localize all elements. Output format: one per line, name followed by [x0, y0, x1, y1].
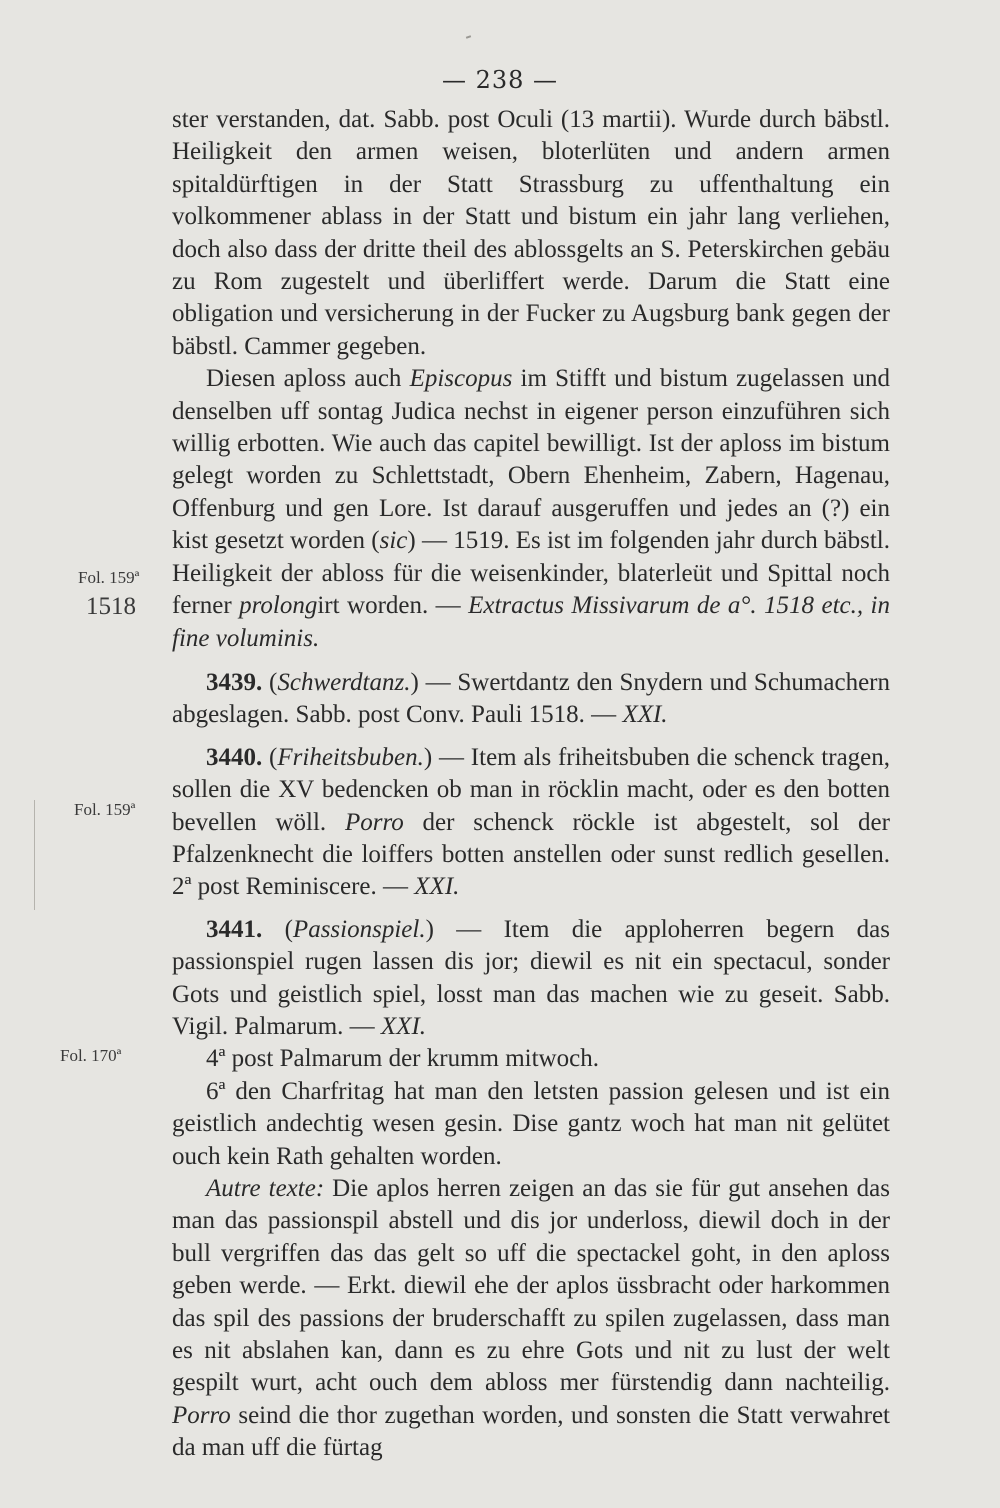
- entry-3439: 3439. (Schwerdtanz.) — Swertdantz den Snydern und Schumachern abgeslagen. Sabb. post Conv. Pauli 1518. — XXI.: [172, 668, 890, 729]
- autre-texte-label: Autre texte:: [206, 1175, 325, 1202]
- entry-3441: 3441. (Passionspiel.) — Item die apploherren begern das passionspiel rugen lassen dis jor; diewil es nit ein spectacul, sonder Gots und geistlich spiel, losst man das machen wie zu geseit. Sabb. Vigil. Palmarum. — XXI.: [172, 915, 890, 1040]
- margin-folio-3: Fol. 170ª: [60, 1046, 122, 1065]
- entry-number: 3440.: [206, 743, 263, 771]
- paper-speck: [466, 35, 471, 39]
- margin-year: 1518: [86, 593, 136, 620]
- entry-number: 3441.: [206, 915, 263, 943]
- entry-title: Schwerdtanz.: [277, 668, 411, 696]
- margin-folio-1: Fol. 159ª: [78, 568, 140, 587]
- page-number: — 238 —: [441, 66, 559, 94]
- entry-title: Passionspiel.: [292, 915, 426, 943]
- margin-rule: [34, 800, 35, 910]
- source-citation: Extractus Missivarum de a°. 1518 etc., in fine voluminis.: [172, 592, 891, 652]
- paragraph-6a: 6ª den Charfritag hat man den letsten passion gelesen und ist ein geistlich andechtig wesen gesin. Dise gantz woch hat man nit gelütet ouch kein Rath gehalten worden.: [172, 1077, 890, 1170]
- paragraph-4a: 4ª post Palmarum der krumm mitwoch.: [206, 1045, 599, 1073]
- margin-folio-2: Fol. 159ª: [74, 800, 136, 819]
- entry-reference: XXI.: [622, 701, 668, 729]
- entry-reference: XXI.: [414, 873, 460, 901]
- entry-3440: 3440. (Friheitsbuben.) — Item als friheitsbuben die schenck tragen, sollen die XV bedencken ob man in röcklin macht, oder es den botten bevellen wöll. Porro der schenck röckle ist abgestelt, sol der Pfalzenknecht die loiffers botten anstellen oder sunst redlich gesellen. 2ª post Reminiscere. — XXI.: [172, 743, 891, 901]
- paragraph-episcopus: Diesen aploss auch Episcopus im Stifft und bistum zugelassen und denselben uff sontag Judica nechst in eigener person einzuführen sich willig erbotten. Wie auch das capitel bewilligt. Ist der aploss im bistum gelegt worden zu Schlettstadt, Obern Ehenheim, Zabern, Hagenau, Offenburg und gen Lore. Ist darauf ausgeruffen und jedes an (?) ein kist gesetzt worden (sic) — 1519. Es ist im folgenden jahr durch bäbstl. Heiligkeit der abloss für die weisenkinder, blaterleüt und Spittal noch ferner prolongirt worden. — Extractus Missivarum de a°. 1518 etc., in fine voluminis.: [172, 365, 891, 652]
- paragraph-autre-texte: Autre texte: Die aplos herren zeigen an das sie für gut ansehen das man das passionspil abstell und dis jor underloss, diewil doch in der bull vergriffen das das gelt so uff die spectackel goht, in den aploss geben werde. — Erkt. diewil ehe der aplos üssbracht oder harkommen das spil des passions der bruderschafft zu spilen zugelassen, dass man es nit abslahen kan, dann es zu ehre Gots und nit zu lust der welt gespilt wurt, acht ouch dem abloss mer fürstendig dann nachteilig. Porro seind die thor zugethan worden, und sonsten die Statt verwahret da man uff die fürtag: [172, 1175, 891, 1462]
- entry-number: 3439.: [206, 668, 263, 696]
- body-text: [172, 104, 890, 1465]
- paragraph-ablass: ster verstanden, dat. Sabb. post Oculi (13 martii). Wurde durch bäbstl. Heiligkeit den armen weisen, bloterlüten und andern armen spitaldürftigen in der Statt Strassburg zu uffenthaltung ein volkommener ablass in der Statt und bistum ein jahr lang verliehen, doch also dass der dritte theil des ablossgelts an S. Peterskirchen gebäu zu Rom zugestelt und überliffert werde. Darum die Statt eine obligation und versicherung in der Fucker zu Augsburg bank gegen der bäbstl. Cammer gegeben.: [172, 106, 890, 360]
- entry-title: Friheitsbuben.: [277, 743, 424, 771]
- entry-reference: XXI.: [380, 1012, 427, 1040]
